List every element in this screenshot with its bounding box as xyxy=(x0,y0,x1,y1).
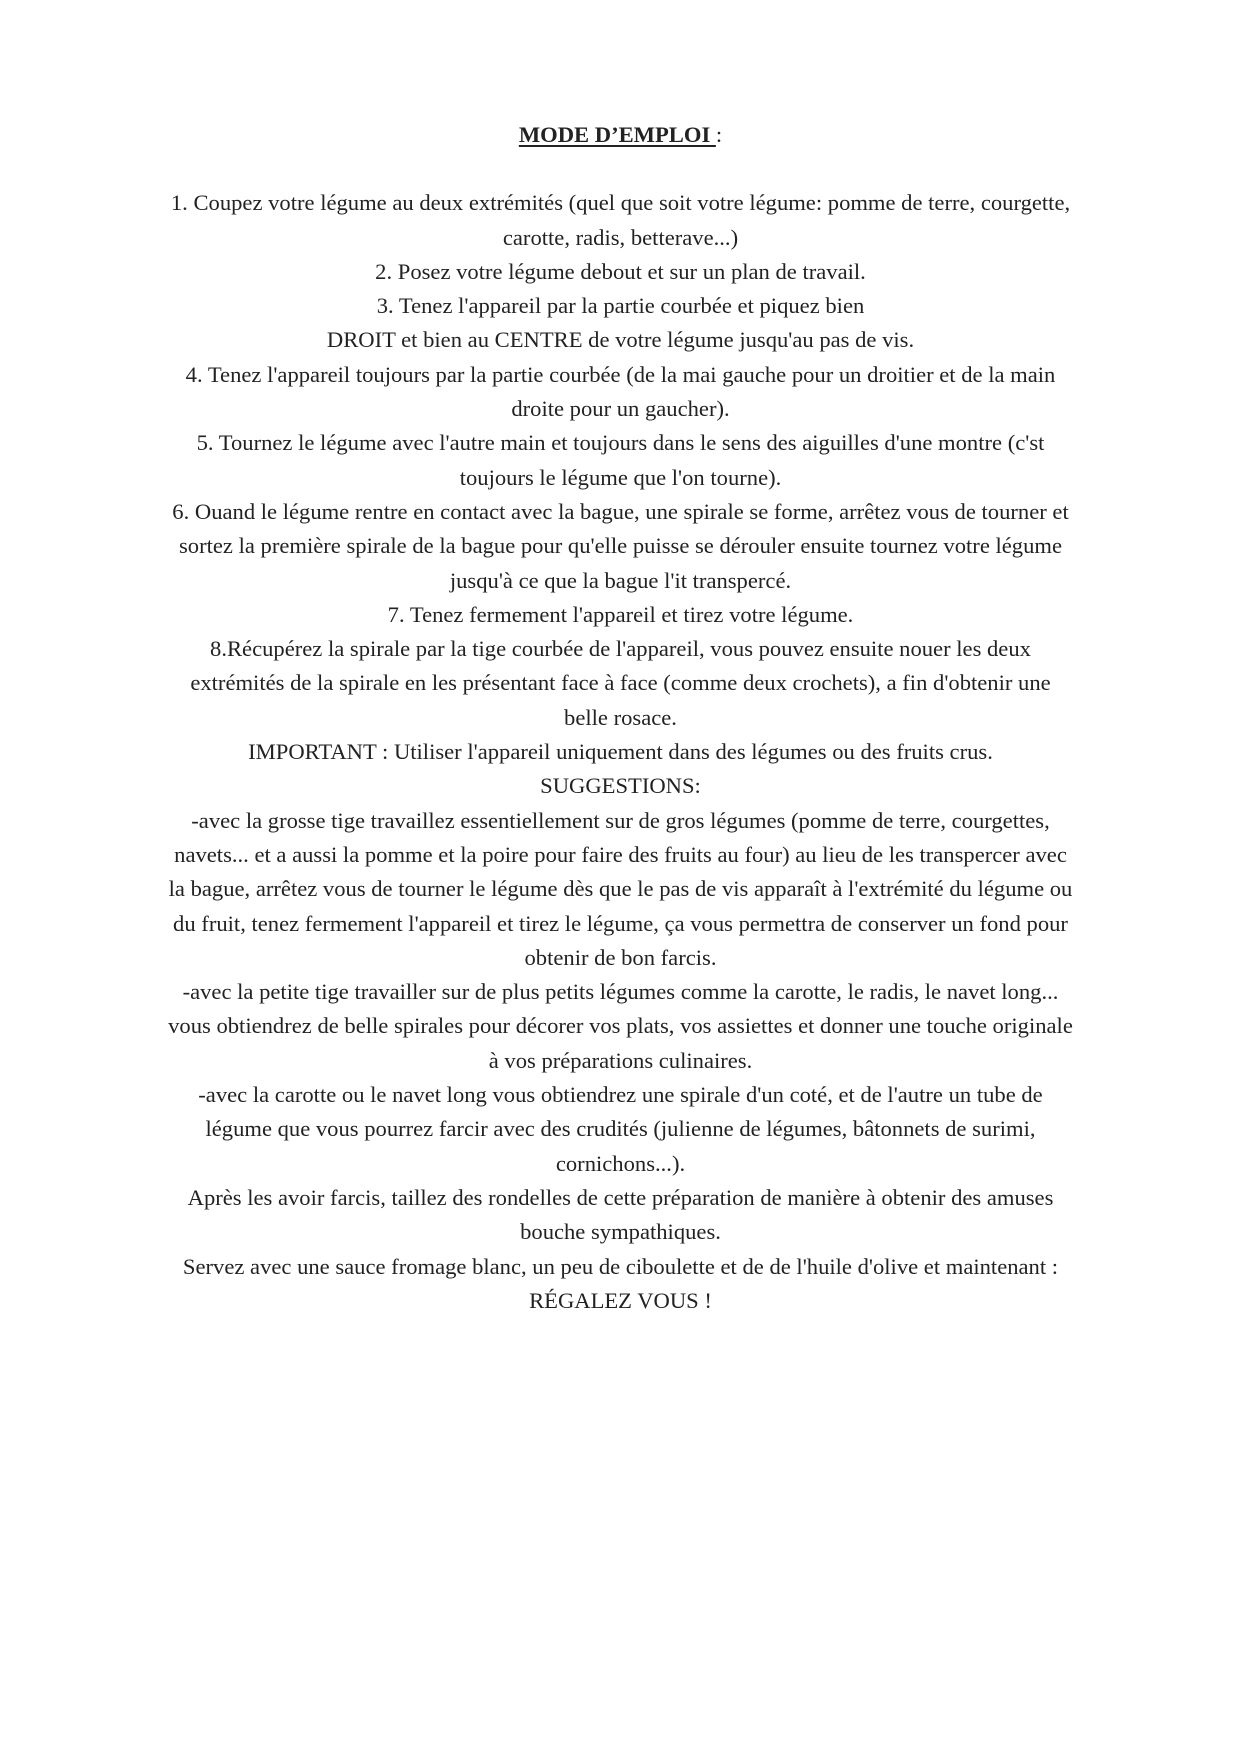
text-line: 8.Récupérez la spirale par la tige courbée de l'appareil, vous pouvez ensuite nouer les deux xyxy=(210,636,1031,662)
text-line: du fruit, tenez fermement l'appareil et tirez le légume, ça vous permettra de conserver un fond pour xyxy=(173,910,1068,936)
text-line: bouche sympathiques. xyxy=(520,1219,721,1245)
text-line: la bague, arrêtez vous de tourner le légume dès que le pas de vis apparaît à l'extrémité du légume ou xyxy=(168,876,1073,902)
instruction-paragraph xyxy=(115,186,1126,255)
text-line: SUGGESTIONS: xyxy=(540,773,701,799)
text-line: sortez la première spirale de la bague pour qu'elle puisse se dérouler ensuite tournez votre légume xyxy=(179,533,1062,559)
instruction-paragraph xyxy=(115,735,1126,769)
instruction-paragraph xyxy=(115,598,1126,632)
text-line: cornichons...). xyxy=(555,1150,686,1176)
instruction-paragraph xyxy=(115,289,1126,358)
instruction-paragraph xyxy=(115,804,1126,975)
text-line: Servez avec une sauce fromage blanc, un peu de ciboulette et de de l'huile d'olive et maintenant : xyxy=(182,1253,1059,1279)
text-line: IMPORTANT : Utiliser l'appareil uniquement dans des légumes ou des fruits crus. xyxy=(248,739,993,765)
text-line: 4. Tenez l'appareil toujours par la partie courbée (de la mai gauche pour un droitier et de la main xyxy=(185,361,1056,387)
text-line: RÉGALEZ VOUS ! xyxy=(529,1287,712,1313)
instruction-paragraph xyxy=(115,1078,1126,1181)
instruction-paragraph xyxy=(115,632,1126,735)
document-body xyxy=(115,118,1126,1318)
text-line: vous obtiendrez de belle spirales pour décorer vos plats, vos assiettes et donner une touche originale xyxy=(168,1013,1073,1039)
text-line: 3. Tenez l'appareil par la partie courbée et piquez bien xyxy=(376,293,865,319)
text-line: 7. Tenez fermement l'appareil et tirez votre légume. xyxy=(387,601,854,627)
text-line: légume que vous pourrez farcir avec des crudités (julienne de légumes, bâtonnets de surimi, xyxy=(205,1116,1036,1142)
text-line: -avec la petite tige travailler sur de plus petits légumes comme la carotte, le radis, le navet long... xyxy=(182,979,1059,1005)
text-line: carotte, radis, betterave...) xyxy=(502,224,739,250)
page-title: MODE D’EMPLOI xyxy=(518,122,716,147)
instruction-paragraph xyxy=(115,1250,1126,1319)
instruction-paragraph xyxy=(115,358,1126,427)
text-line: obtenir de bon farcis. xyxy=(524,944,717,970)
instruction-paragraph xyxy=(115,975,1126,1078)
text-line: -avec la grosse tige travaillez essentiellement sur de gros légumes (pomme de terre, courgettes, xyxy=(191,807,1050,833)
text-line: 6. Ouand le légume rentre en contact avec la bague, une spirale se forme, arrêtez vous de tourner et xyxy=(172,498,1069,524)
text-line: -avec la carotte ou le navet long vous obtiendrez une spirale d'un coté, et de l'autre un tube de xyxy=(198,1082,1043,1108)
instruction-paragraph xyxy=(115,255,1126,289)
text-line: extrémités de la spirale en les présentant face à face (comme deux crochets), a fin d'obtenir une xyxy=(190,670,1051,696)
instruction-paragraph xyxy=(115,769,1126,803)
text-line: belle rosace. xyxy=(564,704,677,730)
instruction-list xyxy=(115,186,1126,1318)
text-line: 5. Tournez le légume avec l'autre main et toujours dans le sens des aiguilles d'une montre (c'st xyxy=(196,430,1045,456)
title-line xyxy=(115,118,1126,152)
text-line: 1. Coupez votre légume au deux extrémités (quel que soit votre légume: pomme de terre, courgette, xyxy=(170,190,1071,216)
instruction-paragraph xyxy=(115,495,1126,598)
instruction-paragraph xyxy=(115,426,1126,495)
text-line: navets... et a aussi la pomme et la poire pour faire des fruits au four) au lieu de les transpercer avec xyxy=(174,841,1067,867)
text-line: Après les avoir farcis, taillez des rondelles de cette préparation de manière à obtenir des amuses xyxy=(187,1184,1054,1210)
text-line: jusqu'à ce que la bague l'it transpercé. xyxy=(449,567,792,593)
text-line: DROIT et bien au CENTRE de votre légume jusqu'au pas de vis. xyxy=(326,327,915,353)
text-line: droite pour un gaucher). xyxy=(511,396,730,422)
text-line: 2. Posez votre légume debout et sur un plan de travail. xyxy=(375,258,866,284)
instruction-paragraph xyxy=(115,1181,1126,1250)
text-line: à vos préparations culinaires. xyxy=(488,1047,753,1073)
text-line: toujours le légume que l'on tourne). xyxy=(459,464,782,490)
title-colon: : xyxy=(715,122,723,147)
